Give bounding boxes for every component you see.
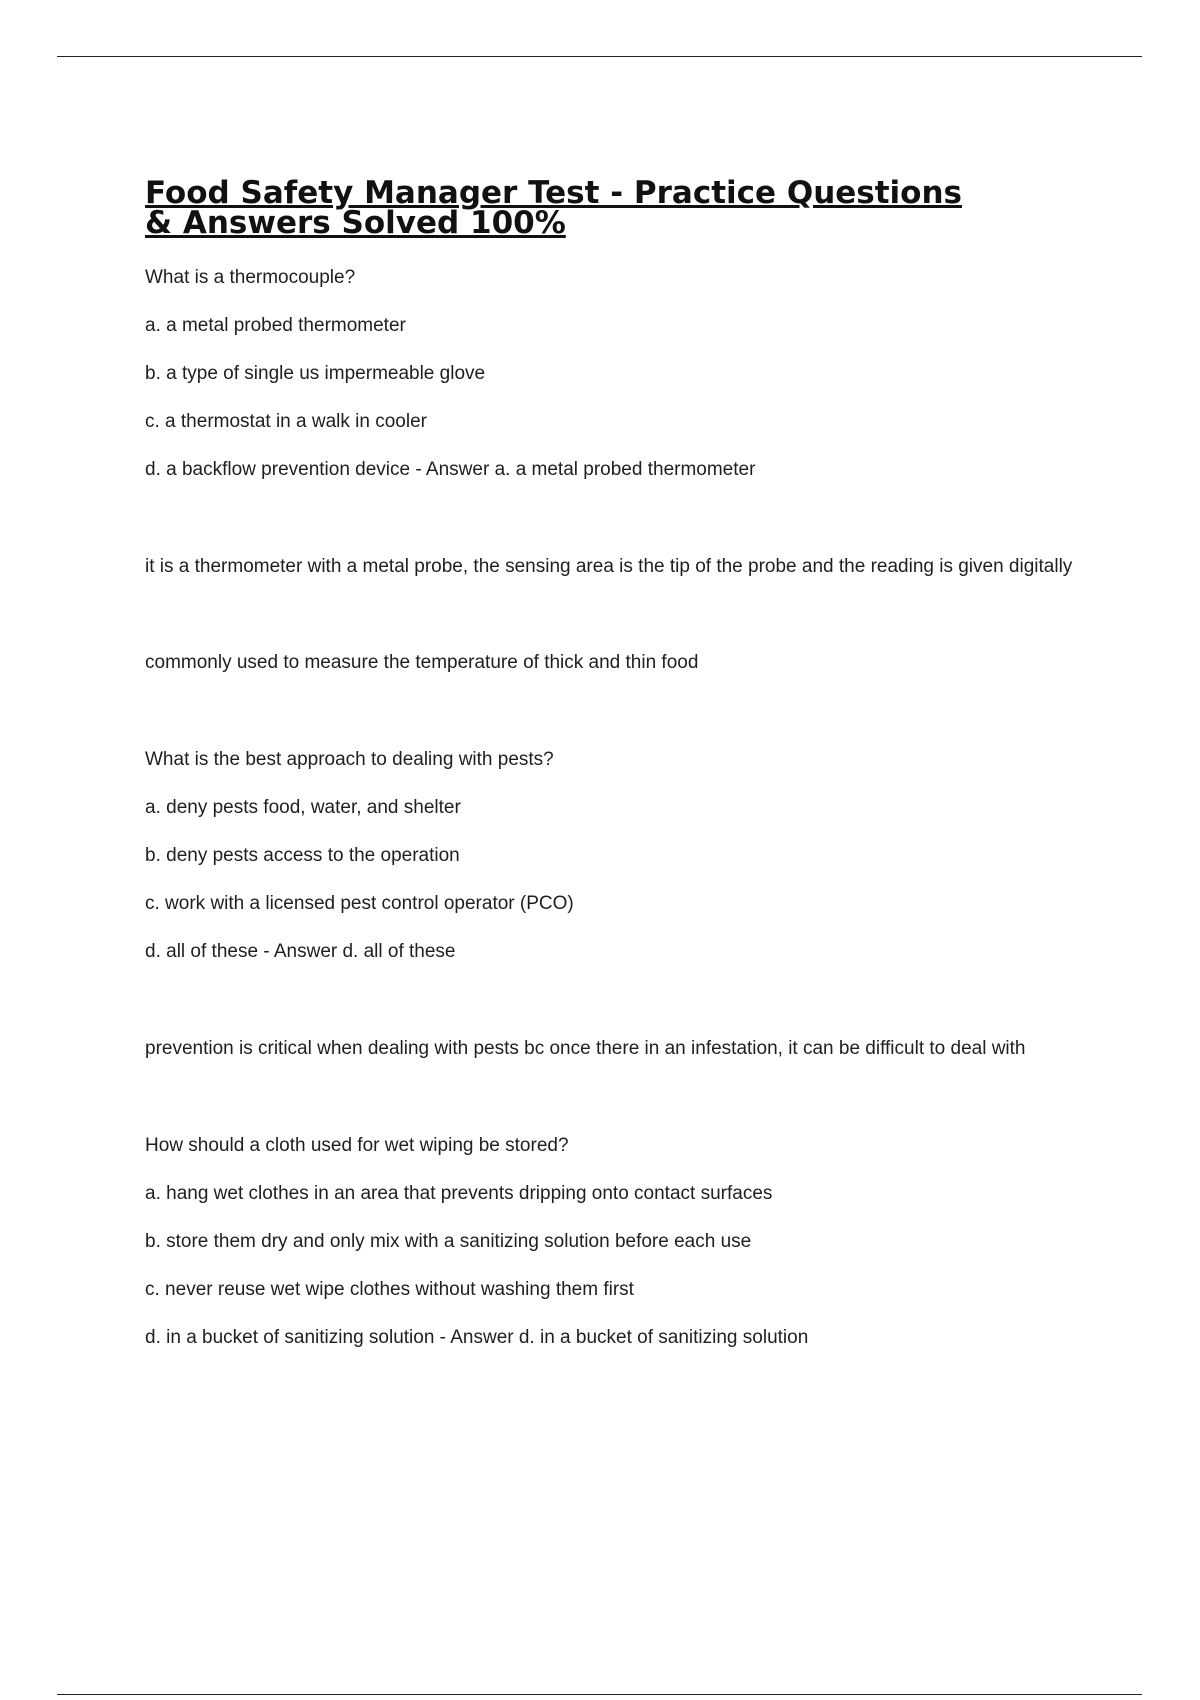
question-2-option-c: c. work with a licensed pest control operator (PCO)	[145, 893, 574, 914]
question-3: How should a cloth used for wet wiping be stored?	[145, 1135, 569, 1156]
footer-rule	[57, 1694, 1142, 1695]
document-body	[145, 175, 1080, 1350]
question-2-explanation: prevention is critical when dealing with pests bc once there in an infestation, it can be difficult to deal with	[145, 1038, 1026, 1059]
question-1-note: commonly used to measure the temperature of thick and thin food	[145, 652, 699, 673]
question-2: What is the best approach to dealing with pests?	[145, 749, 554, 770]
header-rule	[57, 56, 1142, 57]
question-2-option-d-answer: d. all of these - Answer d. all of these	[145, 941, 456, 962]
question-3-option-c: c. never reuse wet wipe clothes without washing them first	[145, 1279, 634, 1300]
question-3-option-b: b. store them dry and only mix with a sanitizing solution before each use	[145, 1231, 752, 1252]
question-3-option-a: a. hang wet clothes in an area that prevents dripping onto contact surfaces	[145, 1183, 773, 1204]
question-1-explanation: it is a thermometer with a metal probe, the sensing area is the tip of the probe and the reading is given digitally	[145, 556, 1073, 577]
question-1-option-d-answer: d. a backflow prevention device - Answer a. a metal probed thermometer	[145, 459, 756, 480]
question-3-option-d-answer: d. in a bucket of sanitizing solution - Answer d. in a bucket of sanitizing solution	[145, 1327, 809, 1348]
question-1: What is a thermocouple?	[145, 267, 356, 288]
document-title: Food Safety Manager Test - Practice Questions & Answers Solved 100%	[145, 175, 963, 241]
question-1-option-c: c. a thermostat in a walk in cooler	[145, 411, 427, 432]
question-2-option-b: b. deny pests access to the operation	[145, 845, 460, 866]
question-1-option-a: a. a metal probed thermometer	[145, 315, 406, 336]
question-2-option-a: a. deny pests food, water, and shelter	[145, 797, 461, 818]
question-1-option-b: b. a type of single us impermeable glove	[145, 363, 486, 384]
